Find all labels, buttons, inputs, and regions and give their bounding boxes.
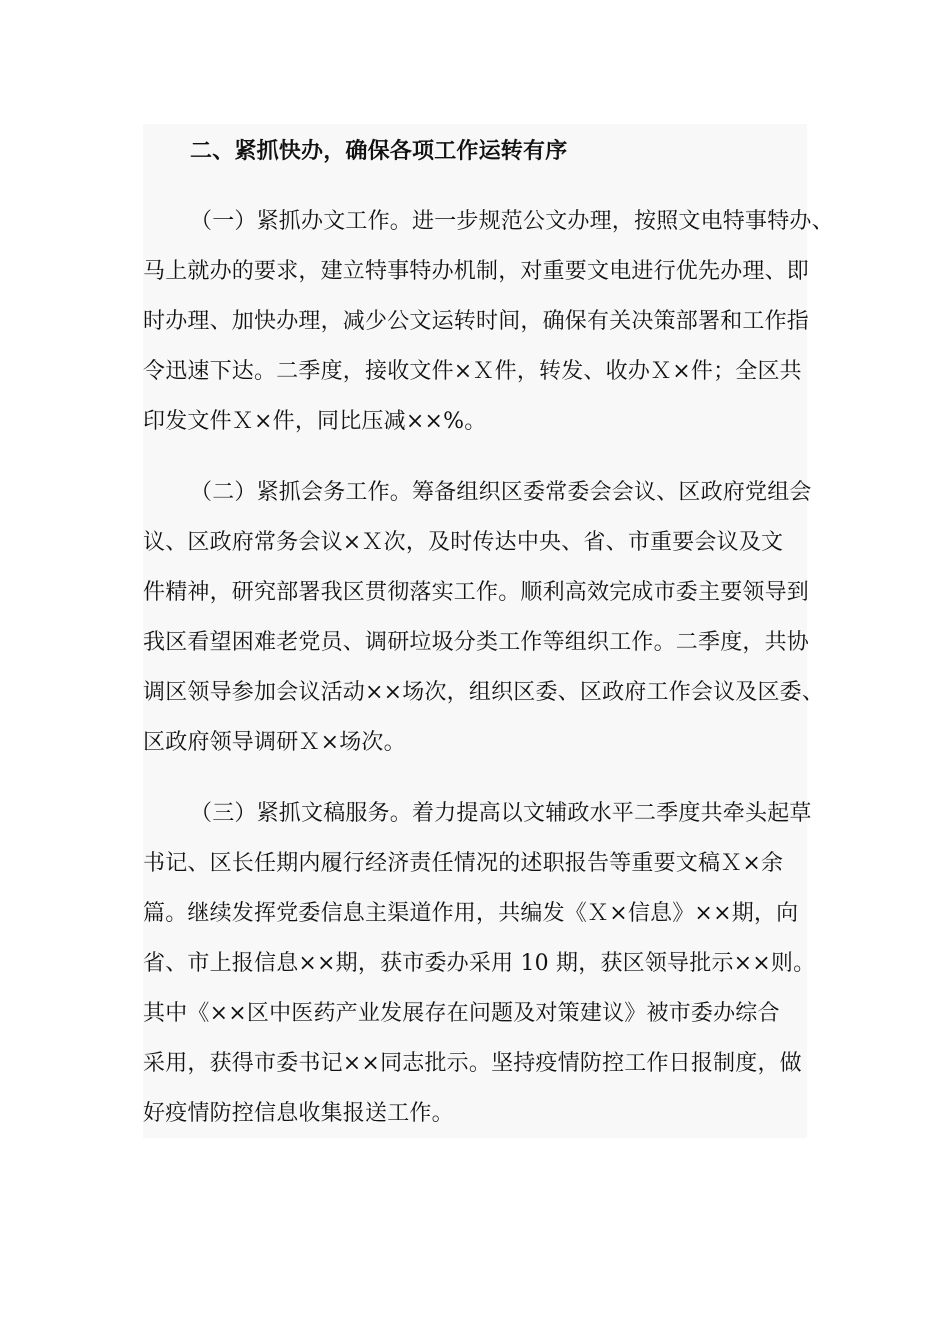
paragraph2-line: 调区领导参加会议活动××场次，组织区委、区政府工作会议及区委、 <box>143 680 825 705</box>
paragraph3-line: 其中《××区中医药产业发展存在问题及对策建议》被市委办综合 <box>143 1001 780 1026</box>
paragraph3-line: 好疫情防控信息收集报送工作。 <box>143 1101 454 1126</box>
paragraph1-line: 印发文件Ｘ×件，同比压减××%。 <box>143 409 487 434</box>
paragraph2-line: 议、区政府常务会议×Ｘ次，及时传达中央、省、市重要会议及文 <box>143 530 784 555</box>
paragraph1-line: （一）紧抓办文工作。进一步规范公文办理，按照文电特事特办、 <box>190 209 834 234</box>
paragraph1-line: 时办理、加快办理，减少公文运转时间，确保有关决策部署和工作指 <box>143 309 810 334</box>
paragraph3-line: （三）紧抓文稿服务。着力提高以文辅政水平二季度共牵头起草 <box>190 801 812 826</box>
paragraph1-line: 马上就办的要求，建立特事特办机制，对重要文电进行优先办理、即 <box>143 259 810 284</box>
paragraph3-line: 省、市上报信息××期，获市委办采用 10 期，获区领导批示××则。 <box>143 951 816 976</box>
paragraph2-line: 我区看望困难老党员、调研垃圾分类工作等组织工作。二季度，共协 <box>143 630 810 655</box>
paragraph2-line: （二）紧抓会务工作。筹备组织区委常委会会议、区政府党组会 <box>190 480 812 505</box>
paragraph1-line: 令迅速下达。二季度，接收文件×Ｘ件，转发、收办Ｘ×件；全区共 <box>143 359 802 384</box>
paragraph2-line: 件精神，研究部署我区贯彻落实工作。顺利高效完成市委主要领导到 <box>143 580 810 605</box>
paragraph3-line: 书记、区长任期内履行经济责任情况的述职报告等重要文稿Ｘ×余 <box>143 851 784 876</box>
section-heading: 二、紧抓快办，确保各项工作运转有序 <box>190 138 568 164</box>
paragraph3-line: 篇。继续发挥党委信息主渠道作用，共编发《Ｘ×信息》××期，向 <box>143 901 799 926</box>
paragraph2-line: 区政府领导调研Ｘ×场次。 <box>143 730 406 755</box>
paragraph3-line: 采用，获得市委书记××同志批示。坚持疫情防控工作日报制度，做 <box>143 1051 802 1076</box>
